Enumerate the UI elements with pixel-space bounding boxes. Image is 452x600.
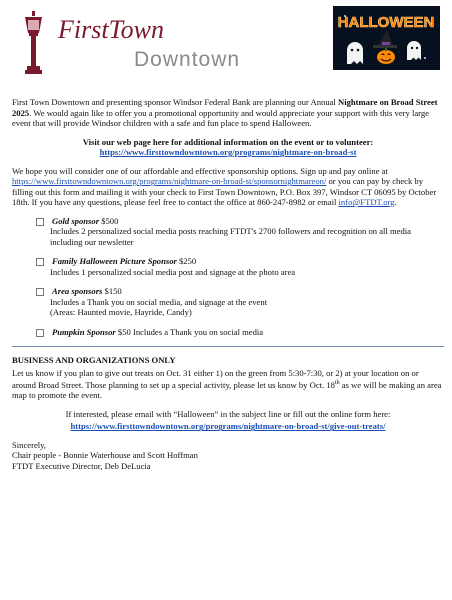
checkbox-icon[interactable] — [36, 218, 44, 226]
ghost-icon — [407, 41, 421, 60]
checkbox-icon[interactable] — [36, 288, 44, 296]
visit-title: Visit our web page here for additional information on the event or to volunteer: — [82, 136, 374, 147]
sponsor-option-pumpkin: Pumpkin Sponsor $50 Includes a Thank you on social media — [36, 327, 436, 338]
svg-text:FirstTown: FirstTown — [58, 15, 164, 44]
header — [0, 0, 452, 92]
intro-paragraph: First Town Downtown and presenting sponsor Windsor Federal Bank are planning our Annual Nightmare on Broad Street 2025. We would again like to offer you a promotional opportunity and would appreciate your support with this very large event that will provide Windsor children with a safe and fun place to spend Halloween. — [12, 97, 438, 128]
sponsor-option-family-picture: Family Halloween Picture Sponsor $250 Includes 1 personalized social media post and signage at the photo area — [36, 256, 436, 277]
business-title: BUSINESS AND ORGANIZATIONS ONLY — [12, 355, 176, 365]
first-town-downtown-logo — [12, 8, 272, 78]
svg-text:HALLOWEEN: HALLOWEEN — [337, 14, 435, 31]
visit-section — [12, 137, 444, 158]
halloween-badge — [333, 6, 440, 70]
sponsor-option-gold: Gold sponsor $500 Includes 2 personalized social media posts reaching FTDT's 2700 followers and recognition on all media including our newsletter — [36, 216, 436, 248]
sponsorship-paragraph: We hope you will consider one of our affordable and effective sponsorship options. Sign up and pay online at https://www.firsttowndowntown.org/programs/nightmare-on-broad-st/sponsornightmareon/ or you can pay by check by filling out this form and mailing it with your check to First Town Downtown, P.O. Box 397, Windsor CT 06095 by October 18th. If you have any questions, please feel free to contact the office at 860-247-8982 or email info@FTDT.org. — [12, 165, 437, 207]
sponsor-list — [36, 216, 436, 338]
pumpkin-icon — [377, 50, 395, 64]
checkbox-icon[interactable] — [36, 329, 44, 337]
event-page-link[interactable]: https://www.firsttowndowntown.org/programs/nightmare-on-broad-st — [99, 147, 357, 157]
business-paragraph: Let us know if you plan to give out treats on Oct. 31 either 1) on the green from 5:30-7:30, or 2) at your location on or around Broad Street. Those planning to set up a special activity, please let us know by Oct. 18th as we will be making an area map to promote the event. — [12, 367, 442, 401]
letter-body — [12, 97, 444, 471]
sponsor-option-area: Area sponsors $150 Includes a Thank you on social media, and signage at the event (Areas: Haunted movie, Hayride, Candy) — [36, 286, 436, 318]
checkbox-icon[interactable] — [36, 258, 44, 266]
email-link[interactable]: info@FTDT.org — [338, 197, 395, 207]
give-out-treats-link[interactable]: https://www.firsttowndowntown.org/programs/nightmare-on-broad-st/give-out-treats/ — [70, 421, 386, 432]
interest-text: If interested, please email with “Halloween” in the subject line or fill out the online form here: — [65, 408, 391, 419]
lamp-post-icon — [12, 8, 272, 78]
svg-text:Downtown: Downtown — [134, 48, 241, 71]
signature-block: Sincerely, Chair people - Bonnie Waterhouse and Scott Hoffman FTDT Executive Director, Deb DeLucia — [12, 439, 198, 471]
sponsor-signup-link[interactable]: https://www.firsttowndowntown.org/programs/nightmare-on-broad-st/sponsornightmareon/ — [12, 176, 327, 186]
event-name: Nightmare on Broad Street 2025 — [12, 97, 438, 118]
ghost-icon — [347, 42, 363, 64]
section-divider — [12, 346, 444, 347]
